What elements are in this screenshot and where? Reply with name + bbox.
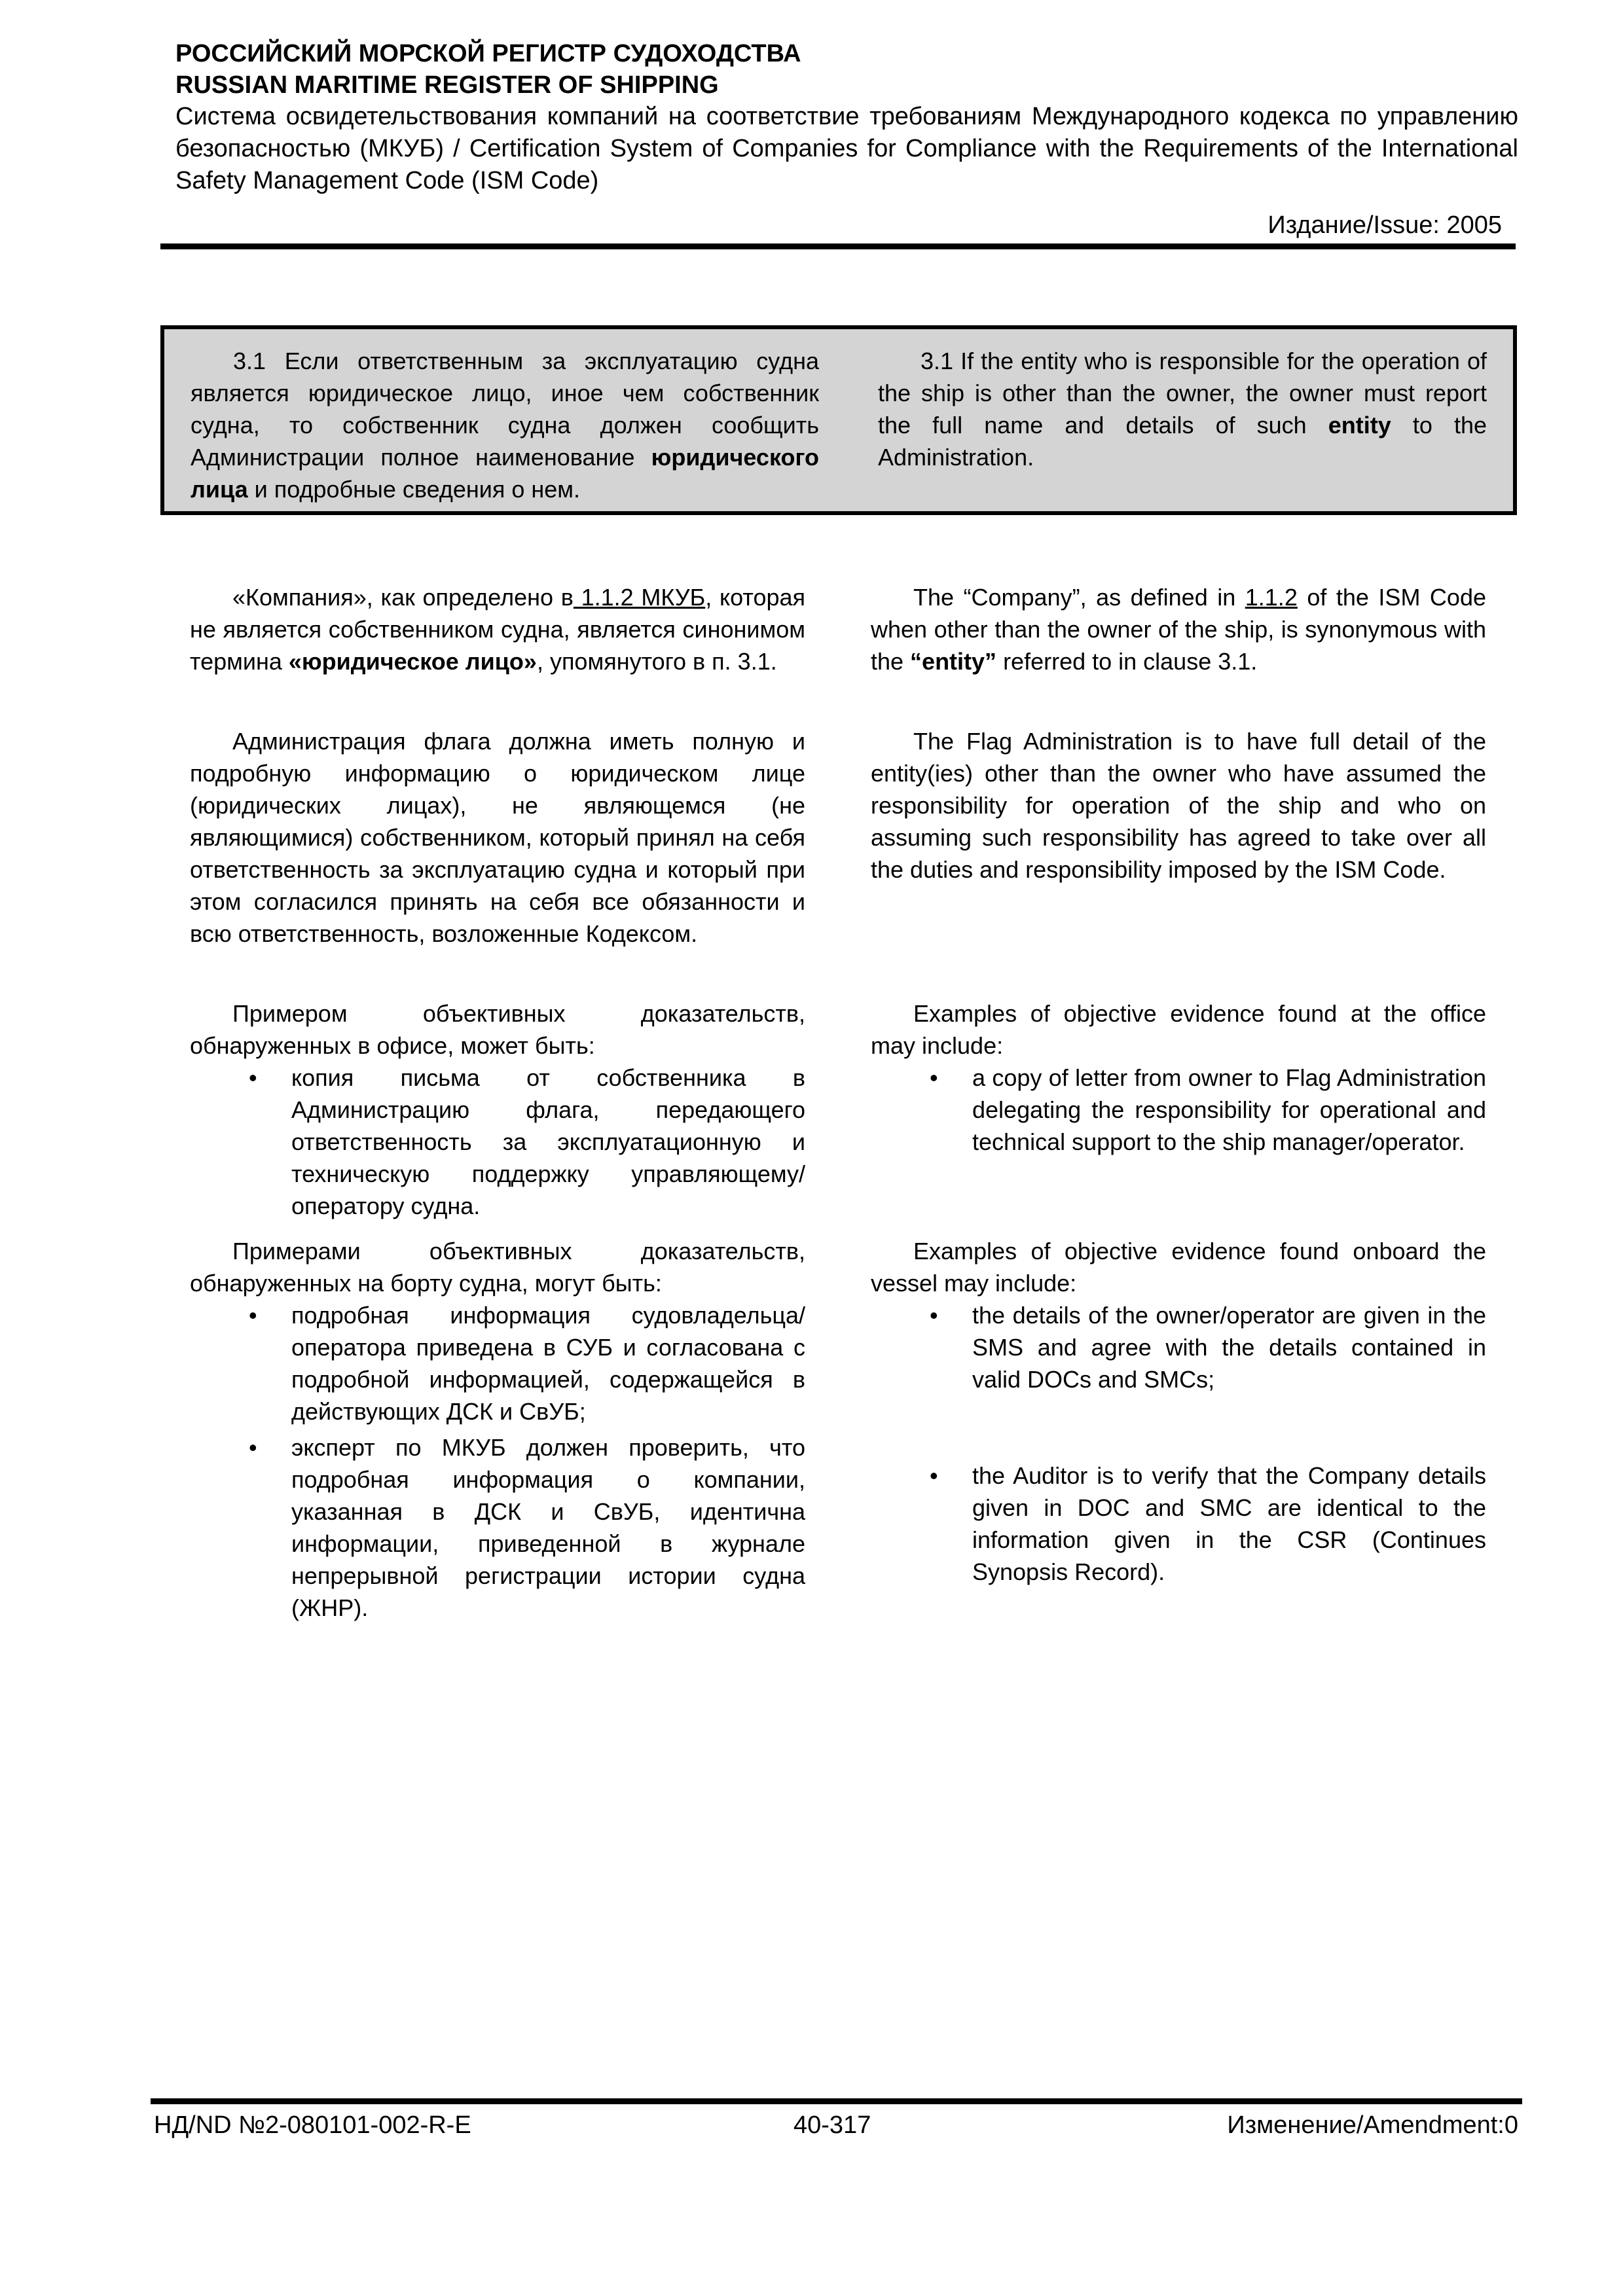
bullet-icon: • <box>930 1064 938 1091</box>
list-item: • the Auditor is to verify that the Company details given in DOC and SMC are identical to the information given in the CSR (Continues Synopsis Record). <box>871 1460 1486 1588</box>
footer-page-number: 40-317 <box>793 2111 871 2139</box>
ru-paragraph-2: Администрация флага должна иметь полную и подробную информацию о юридическом лице (юридических лицах), не являющемся (не являющимися) собственником, который принял на себя ответственность за эксплуатацию судна и который при этом согласился принять на себя все обязанности и всю ответственность, возложенные Кодексом. <box>190 728 805 947</box>
list-item: • a copy of letter from owner to Flag Administration delegating the responsibility for operational and technical support to the ship manager/operator. <box>871 1062 1486 1158</box>
footer-amendment: Изменение/Amendment:0 <box>1227 2111 1518 2139</box>
clause-3-1-box <box>160 325 1517 515</box>
en-onboard-evidence-list <box>871 1299 1486 1588</box>
ru-paragraph-3: Примером объективных доказательств, обнаруженных в офисе, может быть: <box>190 1000 805 1059</box>
bullet-icon: • <box>930 1462 938 1489</box>
footer-doc-number: НД/ND №2-080101-002-R-E <box>154 2111 471 2139</box>
ru-paragraph-1: «Компания», как определено в 1.1.2 МКУБ, которая не является собственником судна, является синонимом термина «юридическое лицо», упомянутого в п. 3.1. <box>190 584 806 675</box>
en-paragraph-3: Examples of objective evidence found at the office may include: <box>871 1000 1486 1059</box>
ru-onboard-evidence-list <box>190 1299 805 1624</box>
bullet-icon: • <box>249 1434 257 1461</box>
clause-3-1-en: 3.1 If the entity who is responsible for the operation of the ship is other than the owner, the owner must report the full name and details of such entity to the Administration. <box>878 348 1487 471</box>
ru-office-evidence-list <box>190 1062 805 1222</box>
ru-link-1-1-2[interactable]: 1.1.2 МКУБ <box>573 584 706 611</box>
list-item: • копия письма от собственника в Администрацию флага, передающего ответственность за эксплуатационную и техническую поддержку управляющему/оператору судна. <box>190 1062 805 1222</box>
page-header <box>175 38 1518 242</box>
en-office-evidence-list <box>871 1062 1486 1158</box>
header-title-en: RUSSIAN MARITIME REGISTER OF SHIPPING <box>175 71 719 99</box>
header-issue: Издание/Issue: 2005 <box>1267 211 1502 239</box>
bullet-icon: • <box>249 1064 257 1091</box>
bullet-icon: • <box>930 1302 938 1329</box>
list-item: • подробная информация судовладельца/оператора приведена в СУБ и согласована с подробной информацией, содержащейся в действующих ДСК и СвУБ; <box>190 1299 805 1427</box>
ru-paragraph-4: Примерами объективных доказательств, обнаруженных на борту судна, могут быть: <box>190 1238 805 1297</box>
footer-divider <box>151 2098 1522 2104</box>
header-title-ru: РОССИЙСКИЙ МОРСКОЙ РЕГИСТР СУДОХОДСТВА <box>175 40 801 67</box>
en-paragraph-4: Examples of objective evidence found onboard the vessel may include: <box>871 1238 1486 1297</box>
en-link-1-1-2[interactable]: 1.1.2 <box>1245 584 1298 611</box>
bullet-icon: • <box>249 1302 257 1329</box>
clause-3-1-ru: 3.1 Если ответственным за эксплуатацию судна является юридическое лицо, иное чем собственник судна, то собственник судна должен сообщить Администрации полное наименование юридического лица и подробные сведения о нем. <box>191 348 819 503</box>
header-divider <box>160 243 1516 249</box>
en-paragraph-2: The Flag Administration is to have full detail of the entity(ies) other than the owner who have assumed the responsibility for operation of the ship and who on assuming such responsibility has agreed to take over all the duties and responsibility imposed by the ISM Code. <box>871 728 1486 883</box>
en-paragraph-1: The “Company”, as defined in 1.1.2 of the ISM Code when other than the owner of the ship, is synonymous with the “entity” referred to in clause 3.1. <box>871 584 1486 675</box>
header-subtitle: Система освидетельствования компаний на соответствие требованиям Международного кодекса по управлению безопасностью (МКУБ) / Certification System of Companies for Compliance with the Requirements of the International Safety Management Code (ISM Code) <box>175 103 1518 194</box>
list-item: • the details of the owner/operator are given in the SMS and agree with the details contained in valid DOCs and SMCs; <box>871 1299 1486 1395</box>
list-item: • эксперт по МКУБ должен проверить, что подробная информация о компании, указанная в ДСК и СвУБ, идентична информации, приведенной в журнале непрерывной регистрации истории судна (ЖНР). <box>190 1431 805 1624</box>
